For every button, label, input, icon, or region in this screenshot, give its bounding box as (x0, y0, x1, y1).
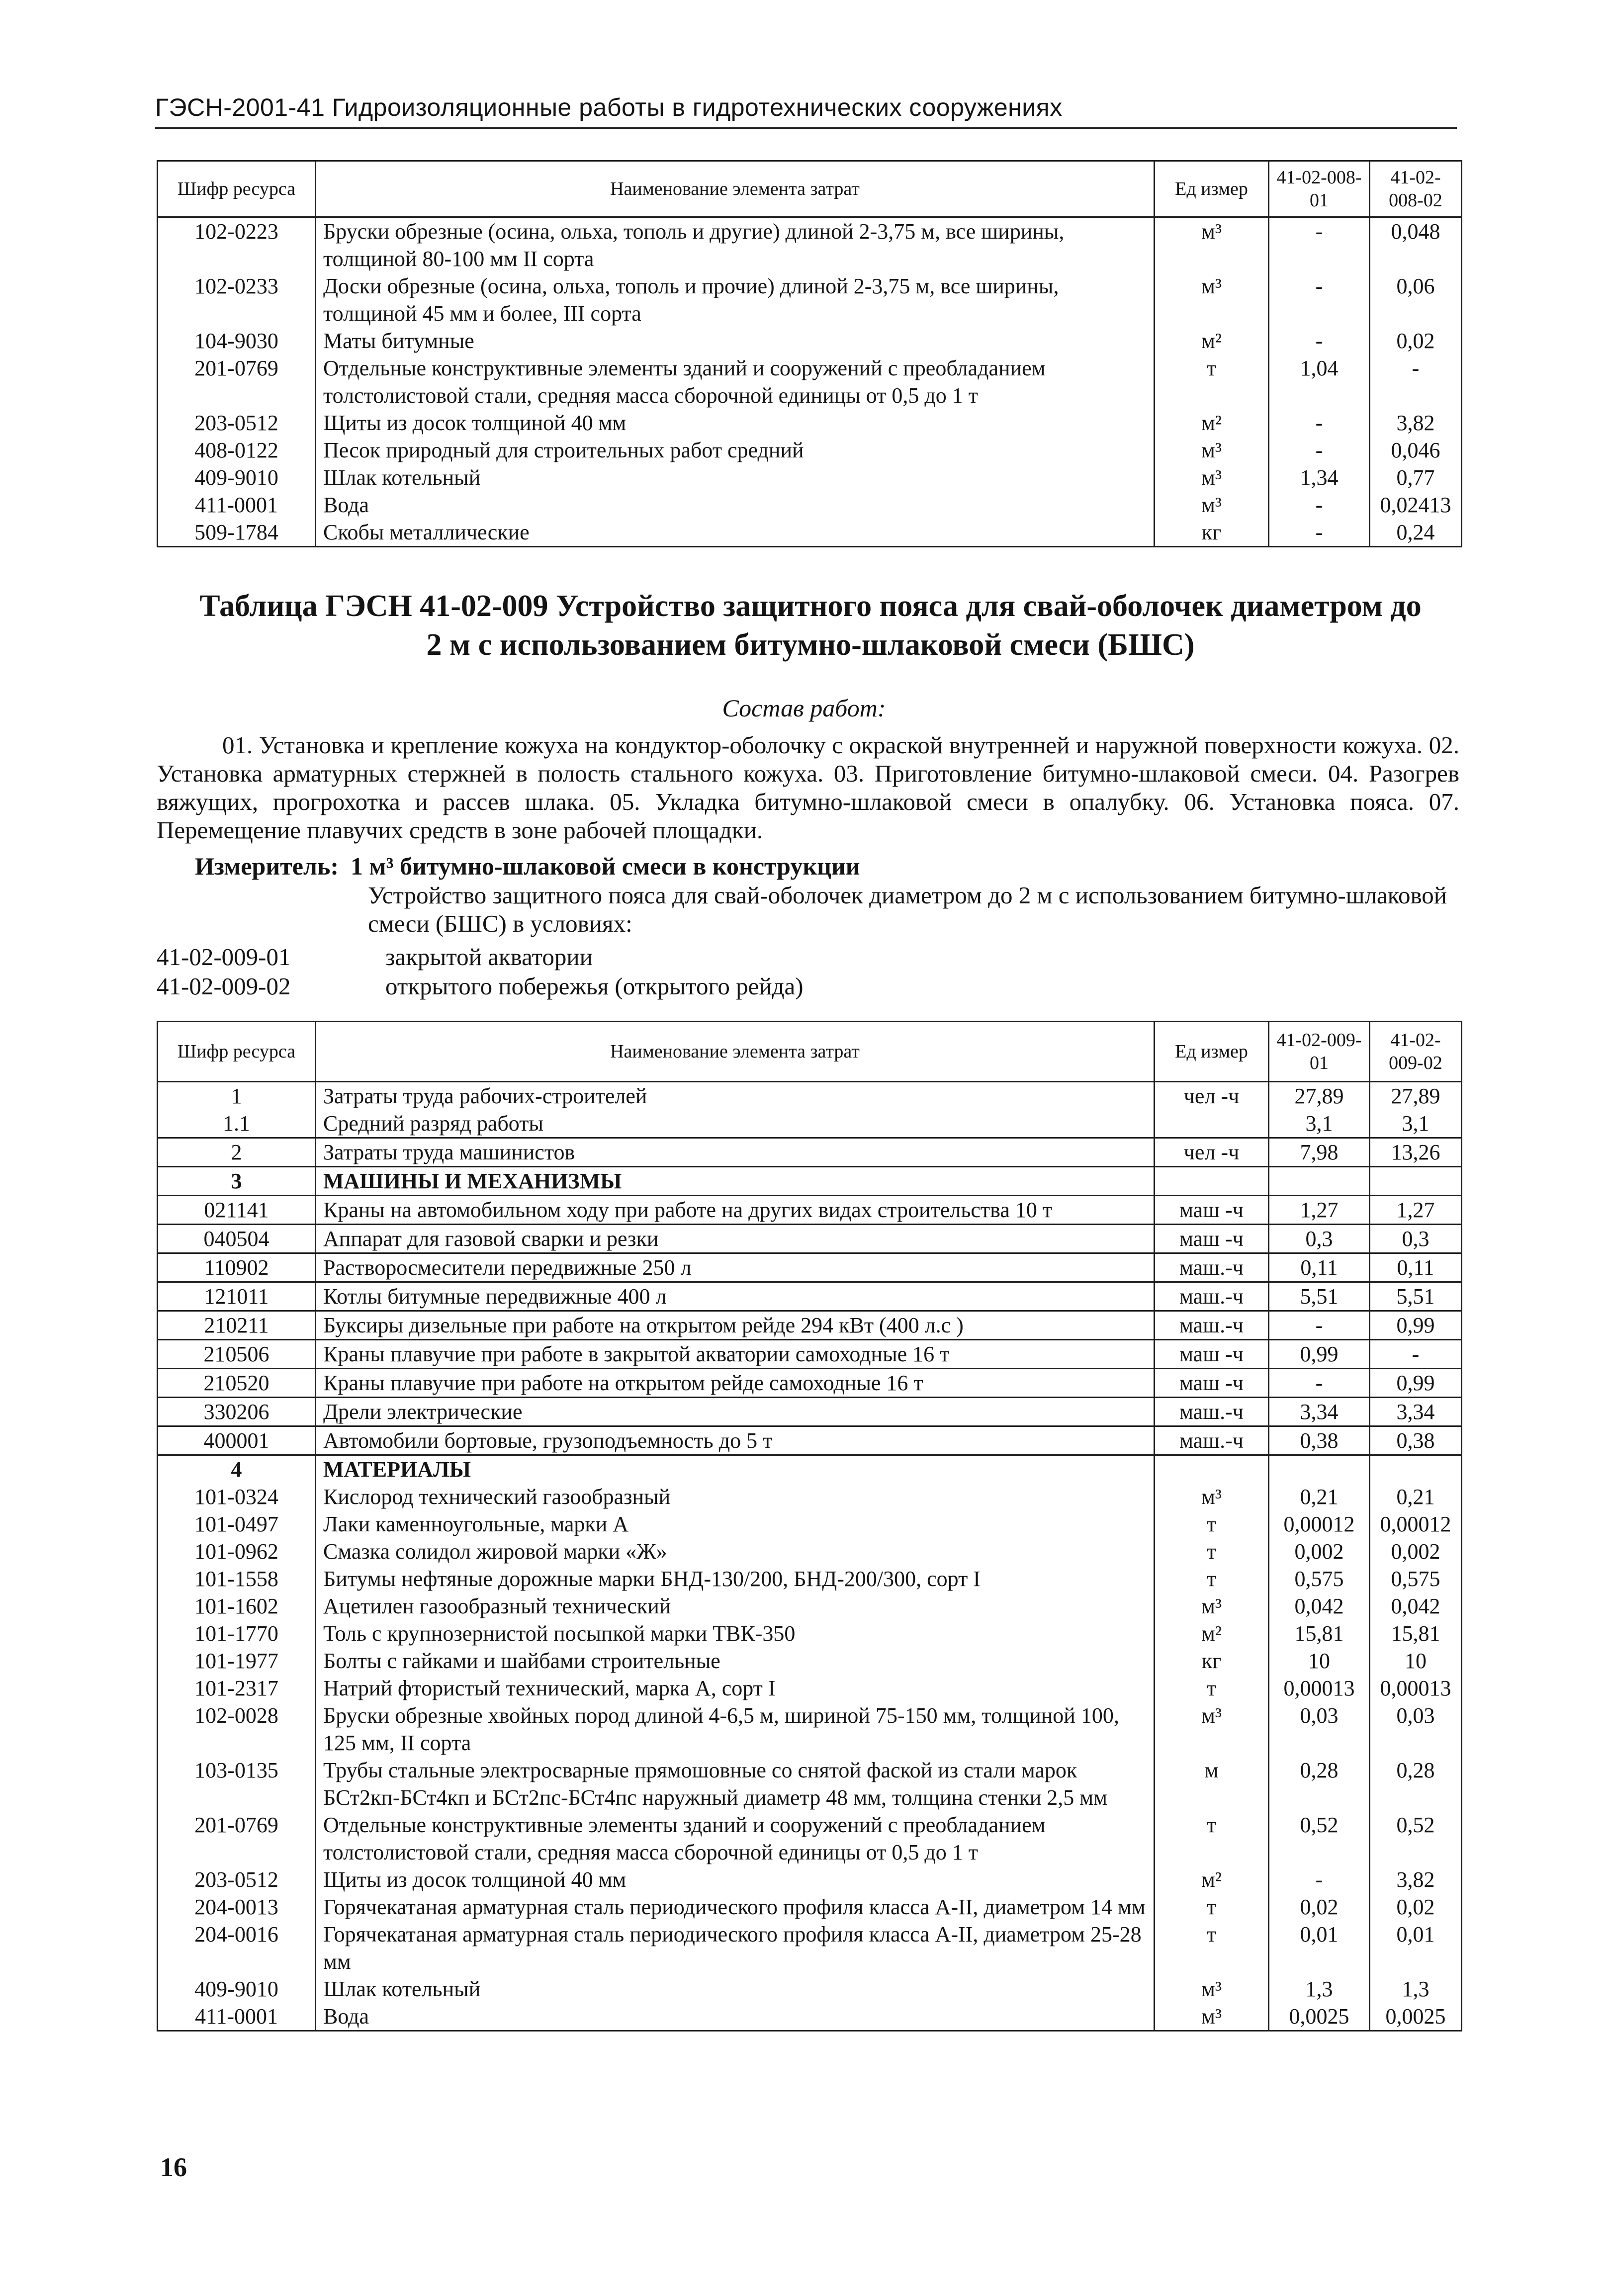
cell-unit: т (1155, 1565, 1269, 1592)
cell-value-2 (1370, 1455, 1462, 1484)
measure-line (195, 852, 860, 881)
cell-value-1: 0,52 (1269, 1811, 1370, 1866)
table-row (158, 1510, 1462, 1538)
cell-value-2: 0,28 (1370, 1757, 1462, 1811)
table-row (158, 1975, 1462, 2003)
cell-value-1: 0,28 (1269, 1757, 1370, 1811)
cell-name: Отдельные конструктивные элементы зданий и сооружений с преобладанием толстолистовой стали, средняя масса сборочной единицы от 0,5 до 1 т (316, 354, 1155, 409)
cell-code: 204-0013 (158, 1893, 316, 1921)
table-row (158, 1811, 1462, 1866)
cell-unit: м² (1155, 409, 1269, 437)
cell-value-1: - (1269, 1866, 1370, 1893)
cell-name: Маты битумные (316, 327, 1155, 354)
table-row (158, 327, 1462, 354)
variant-line (157, 943, 593, 971)
cell-unit: маш.-ч (1155, 1253, 1269, 1282)
column-header-variant-2: 41-02-009-02 (1370, 1022, 1462, 1082)
cell-code: 101-0324 (158, 1483, 316, 1510)
cell-value-2: 3,82 (1370, 1866, 1462, 1893)
cell-value-2: 0,99 (1370, 1369, 1462, 1398)
cell-value-2: 5,51 (1370, 1282, 1462, 1311)
cell-value-1: 0,21 (1269, 1483, 1370, 1510)
resource-table-41-02-008 (157, 160, 1462, 547)
cell-unit: м² (1155, 327, 1269, 354)
variant-line (157, 972, 804, 1000)
table-row (158, 1757, 1462, 1811)
cell-value-2: 0,046 (1370, 437, 1462, 464)
table-row (158, 272, 1462, 327)
cell-name: Бруски обрезные (осина, ольха, тополь и другие) длиной 2-3,75 м, все ширины, толщиной 80-100 мм II сорта (316, 217, 1155, 273)
cell-value-2: - (1370, 1340, 1462, 1369)
cell-value-1: 3,34 (1269, 1398, 1370, 1426)
cell-value-1: 0,00012 (1269, 1510, 1370, 1538)
cell-value-2: 3,34 (1370, 1398, 1462, 1426)
cell-value-2: 0,24 (1370, 519, 1462, 547)
cell-value-2: 0,02 (1370, 1893, 1462, 1921)
cell-code: 101-2317 (158, 1675, 316, 1702)
cell-code: 4 (158, 1455, 316, 1484)
cell-code: 203-0512 (158, 409, 316, 437)
cell-code: 101-1602 (158, 1592, 316, 1620)
cell-value-2: 0,77 (1370, 464, 1462, 491)
table-row (158, 437, 1462, 464)
cell-value-1: - (1269, 217, 1370, 273)
cell-name: Скобы металлические (316, 519, 1155, 547)
column-header-variant-1: 41-02-008-01 (1269, 161, 1370, 217)
cell-code: 3 (158, 1167, 316, 1196)
variant-code: 41-02-009-01 (157, 943, 291, 971)
cell-value-1: 1,27 (1269, 1196, 1370, 1225)
cell-code: 101-1558 (158, 1565, 316, 1592)
cell-value-2: 3,1 (1370, 1110, 1462, 1138)
cell-value-1: 0,38 (1269, 1426, 1370, 1455)
column-header-name: Наименование элемента затрат (316, 1022, 1155, 1082)
cell-code: 1.1 (158, 1110, 316, 1138)
cell-value-2: 0,042 (1370, 1592, 1462, 1620)
table-row (158, 1483, 1462, 1510)
cell-name: Трубы стальные электросварные прямошовные со снятой фаской из стали марок БСт2кп-БСт4кп и БСт2пс-БСт4пс наружный диаметр 48 мм, толщина стенки 2,5 мм (316, 1757, 1155, 1811)
cell-name: Натрий фтористый технический, марка А, сорт I (316, 1675, 1155, 1702)
cell-code: 201-0769 (158, 354, 316, 409)
column-header-unit: Ед измер (1155, 1022, 1269, 1082)
cell-value-1: - (1269, 519, 1370, 547)
resource-table-41-02-009 (157, 1021, 1462, 2031)
cell-code: 409-9010 (158, 1975, 316, 2003)
page-header: ГЭСН-2001-41 Гидроизоляционные работы в гидротехнических сооружениях (155, 92, 1457, 129)
cell-code: 110902 (158, 1253, 316, 1282)
cell-value-1: 0,01 (1269, 1921, 1370, 1975)
cell-unit: м² (1155, 1620, 1269, 1647)
cell-name: Буксиры дизельные при работе на открытом рейде 294 кВт (400 л.с ) (316, 1311, 1155, 1340)
table-row (158, 1082, 1462, 1110)
table-title (164, 587, 1457, 664)
cell-name: Краны плавучие при работе на открытом рейде самоходные 16 т (316, 1369, 1155, 1398)
cell-unit: т (1155, 354, 1269, 409)
cell-name: Затраты труда рабочих-строителей (316, 1082, 1155, 1110)
cell-value-1: 0,3 (1269, 1225, 1370, 1253)
cell-value-1: 0,042 (1269, 1592, 1370, 1620)
cell-name: Битумы нефтяные дорожные марки БНД-130/200, БНД-200/300, сорт I (316, 1565, 1155, 1592)
cell-value-1: 0,02 (1269, 1893, 1370, 1921)
cell-value-2: 15,81 (1370, 1620, 1462, 1647)
cell-name: Вода (316, 2003, 1155, 2031)
cell-unit: м³ (1155, 437, 1269, 464)
table-row (158, 1455, 1462, 1484)
cell-name: Средний разряд работы (316, 1110, 1155, 1138)
cell-value-2: 0,01 (1370, 1921, 1462, 1975)
cell-value-2: 0,002 (1370, 1538, 1462, 1565)
cell-unit: т (1155, 1921, 1269, 1975)
cell-code: 040504 (158, 1225, 316, 1253)
cell-code: 101-1977 (158, 1647, 316, 1675)
cell-unit: маш -ч (1155, 1340, 1269, 1369)
cell-value-1: 1,34 (1269, 464, 1370, 491)
cell-value-1: 27,89 (1269, 1082, 1370, 1110)
cell-value-1 (1269, 1455, 1370, 1484)
cell-code: 411-0001 (158, 2003, 316, 2031)
cell-code: 210506 (158, 1340, 316, 1369)
cell-name: Толь с крупнозернистой посыпкой марки ТВК-350 (316, 1620, 1155, 1647)
table-row (158, 1167, 1462, 1196)
page-number: 16 (160, 2152, 187, 2182)
cell-value-1: - (1269, 409, 1370, 437)
cell-value-2: 0,21 (1370, 1483, 1462, 1510)
cell-unit: т (1155, 1811, 1269, 1866)
works-caption: Состав работ: (722, 694, 886, 722)
cell-name: Вода (316, 491, 1155, 519)
cell-value-2: 13,26 (1370, 1138, 1462, 1167)
table-title-line-2: 2 м с использованием битумно-шлаковой смеси (БШС) (426, 628, 1195, 662)
cell-unit (1155, 1455, 1269, 1484)
cell-value-1: 0,03 (1269, 1702, 1370, 1757)
works-description: 01. Установка и крепление кожуха на кондуктор-оболочку с окраской внутренней и наружной поверхности кожуха. 02. Установка арматурных стержней в полость стального кожуха. 03. Приготовление битумно-шлаковой смеси. 04. Разогрев вяжущих, прогрохотка и рассев шлака. 05. Укладка битумно-шлаковой смеси в опалубку. 06. Установка пояса. 07. Перемещение плавучих средств в зоне рабочей площадки. (157, 731, 1459, 844)
cell-value-1: 0,11 (1269, 1253, 1370, 1282)
cell-value-2: 0,0025 (1370, 2003, 1462, 2031)
cell-unit: м³ (1155, 1975, 1269, 2003)
cell-unit: чел -ч (1155, 1082, 1269, 1110)
cell-value-2: 0,02413 (1370, 491, 1462, 519)
cell-value-1: - (1269, 1369, 1370, 1398)
cell-code: 101-0962 (158, 1538, 316, 1565)
table-row (158, 1225, 1462, 1253)
variant-text: закрытой акватории (385, 943, 593, 971)
cell-value-2: - (1370, 354, 1462, 409)
table-row (158, 1647, 1462, 1675)
cell-value-2: 0,00012 (1370, 1510, 1462, 1538)
cell-unit: м³ (1155, 2003, 1269, 2031)
cell-value-2: 1,3 (1370, 1975, 1462, 2003)
cell-unit: м³ (1155, 464, 1269, 491)
cell-code: 104-9030 (158, 327, 316, 354)
table-row (158, 1282, 1462, 1311)
cell-name: Песок природный для строительных работ средний (316, 437, 1155, 464)
cell-unit: маш.-ч (1155, 1426, 1269, 1455)
cell-code: 408-0122 (158, 437, 316, 464)
cell-value-1: 7,98 (1269, 1138, 1370, 1167)
table-row (158, 217, 1462, 273)
cell-unit: м² (1155, 1866, 1269, 1893)
cell-code: 411-0001 (158, 491, 316, 519)
table-row (158, 1110, 1462, 1138)
cell-name: Ацетилен газообразный технический (316, 1592, 1155, 1620)
cell-name: Котлы битумные передвижные 400 л (316, 1282, 1155, 1311)
cell-name: Автомобили бортовые, грузоподъемность до 5 т (316, 1426, 1155, 1455)
column-header-name: Наименование элемента затрат (316, 161, 1155, 217)
cell-code: 101-0497 (158, 1510, 316, 1538)
cell-code: 102-0223 (158, 217, 316, 273)
cell-unit (1155, 1110, 1269, 1138)
cell-value-1: 0,99 (1269, 1340, 1370, 1369)
table-row (158, 1538, 1462, 1565)
table-row (158, 1311, 1462, 1340)
cell-unit: маш -ч (1155, 1225, 1269, 1253)
table-row (158, 1369, 1462, 1398)
cell-value-2: 0,52 (1370, 1811, 1462, 1866)
cell-value-2: 0,06 (1370, 272, 1462, 327)
cell-name: Отдельные конструктивные элементы зданий и сооружений с преобладанием толстолистовой стали, средняя масса сборочной единицы от 0,5 до 1 т (316, 1811, 1155, 1866)
cell-unit: т (1155, 1675, 1269, 1702)
table-row (158, 409, 1462, 437)
cell-name: Аппарат для газовой сварки и резки (316, 1225, 1155, 1253)
table-row (158, 1426, 1462, 1455)
cell-name: Затраты труда машинистов (316, 1138, 1155, 1167)
cell-code: 409-9010 (158, 464, 316, 491)
cell-unit: м³ (1155, 272, 1269, 327)
cell-code: 121011 (158, 1282, 316, 1311)
table-row (158, 464, 1462, 491)
table-row (158, 1565, 1462, 1592)
table-row (158, 519, 1462, 547)
table-row (158, 1921, 1462, 1975)
cell-code: 103-0135 (158, 1757, 316, 1811)
cell-value-1: 5,51 (1269, 1282, 1370, 1311)
cell-code: 1 (158, 1082, 316, 1110)
cell-name: МАШИНЫ И МЕХАНИЗМЫ (316, 1167, 1155, 1196)
variant-text: открытого побережья (открытого рейда) (385, 972, 804, 1000)
cell-value-2: 0,02 (1370, 327, 1462, 354)
cell-value-2: 0,00013 (1370, 1675, 1462, 1702)
cell-code: 330206 (158, 1398, 316, 1426)
cell-value-2: 27,89 (1370, 1082, 1462, 1110)
column-header-variant-1: 41-02-009-01 (1269, 1022, 1370, 1082)
cell-code: 203-0512 (158, 1866, 316, 1893)
table-row (158, 1253, 1462, 1282)
cell-name: Бруски обрезные хвойных пород длиной 4-6,5 м, шириной 75-150 мм, толщиной 100, 125 мм, II сорта (316, 1702, 1155, 1757)
column-header-code: Шифр ресурса (158, 1022, 316, 1082)
cell-name: Болты с гайками и шайбами строительные (316, 1647, 1155, 1675)
cell-name: Кислород технический газообразный (316, 1483, 1155, 1510)
cell-name: Доски обрезные (осина, ольха, тополь и прочие) длиной 2-3,75 м, все ширины, толщиной 45 мм и более, III сорта (316, 272, 1155, 327)
column-header-unit: Ед измер (1155, 161, 1269, 217)
cell-value-1: 15,81 (1269, 1620, 1370, 1647)
cell-value-1: - (1269, 272, 1370, 327)
cell-name: Шлак котельный (316, 1975, 1155, 2003)
table-row (158, 1592, 1462, 1620)
cell-unit: кг (1155, 1647, 1269, 1675)
cell-value-2: 0,575 (1370, 1565, 1462, 1592)
cell-value-1: - (1269, 437, 1370, 464)
table-row (158, 1702, 1462, 1757)
cell-unit: м³ (1155, 1592, 1269, 1620)
cell-unit: маш.-ч (1155, 1398, 1269, 1426)
cell-code: 210211 (158, 1311, 316, 1340)
table-header-row (158, 161, 1462, 217)
cell-name: Горячекатаная арматурная сталь периодического профиля класса А-II, диаметром 25-28 мм (316, 1921, 1155, 1975)
variant-code: 41-02-009-02 (157, 972, 291, 1000)
table-row (158, 2003, 1462, 2031)
cell-value-2: 0,99 (1370, 1311, 1462, 1340)
cell-unit: м³ (1155, 1483, 1269, 1510)
measure-value: 1 м³ битумно-шлаковой смеси в конструкции (351, 852, 860, 880)
cell-unit: м³ (1155, 217, 1269, 273)
table-body (158, 217, 1462, 547)
cell-value-2: 0,3 (1370, 1225, 1462, 1253)
cell-code: 204-0016 (158, 1921, 316, 1975)
cell-code: 400001 (158, 1426, 316, 1455)
cell-code: 509-1784 (158, 519, 316, 547)
cell-name: МАТЕРИАЛЫ (316, 1455, 1155, 1484)
cell-value-2 (1370, 1167, 1462, 1196)
cell-name: Дрели электрические (316, 1398, 1155, 1426)
table-row (158, 1196, 1462, 1225)
cell-unit: кг (1155, 519, 1269, 547)
cell-value-1: 1,3 (1269, 1975, 1370, 2003)
cell-name: Горячекатаная арматурная сталь периодического профиля класса А-II, диаметром 14 мм (316, 1893, 1155, 1921)
cell-unit: чел -ч (1155, 1138, 1269, 1167)
cell-unit: маш -ч (1155, 1369, 1269, 1398)
cell-code: 2 (158, 1138, 316, 1167)
cell-unit: маш.-ч (1155, 1311, 1269, 1340)
cell-name: Краны плавучие при работе в закрытой акватории самоходные 16 т (316, 1340, 1155, 1369)
cell-code: 101-1770 (158, 1620, 316, 1647)
measure-label: Измеритель: (195, 852, 339, 880)
cell-unit: маш.-ч (1155, 1282, 1269, 1311)
table-row (158, 1866, 1462, 1893)
cell-code: 201-0769 (158, 1811, 316, 1866)
cell-value-2: 1,27 (1370, 1196, 1462, 1225)
cell-name: Щиты из досок толщиной 40 мм (316, 1866, 1155, 1893)
cell-unit: т (1155, 1893, 1269, 1921)
cell-unit: т (1155, 1538, 1269, 1565)
cell-value-2: 3,82 (1370, 409, 1462, 437)
cell-unit: м³ (1155, 491, 1269, 519)
table-row (158, 491, 1462, 519)
table-row (158, 1138, 1462, 1167)
cell-unit (1155, 1167, 1269, 1196)
cell-value-2: 0,03 (1370, 1702, 1462, 1757)
cell-code: 102-0233 (158, 272, 316, 327)
cell-name: Щиты из досок толщиной 40 мм (316, 409, 1155, 437)
column-header-code: Шифр ресурса (158, 161, 316, 217)
cell-value-2: 0,11 (1370, 1253, 1462, 1282)
table-row (158, 354, 1462, 409)
table-row (158, 1620, 1462, 1647)
table-title-line-1: Таблица ГЭСН 41-02-009 Устройство защитного пояса для свай-оболочек диаметром до (199, 589, 1422, 623)
table-body (158, 1082, 1462, 2031)
cell-value-2: 0,048 (1370, 217, 1462, 273)
table-row (158, 1675, 1462, 1702)
cell-code: 102-0028 (158, 1702, 316, 1757)
cell-name: Смазка солидол жировой марки «Ж» (316, 1538, 1155, 1565)
cell-value-1: 0,575 (1269, 1565, 1370, 1592)
conditions-description: Устройство защитного пояса для свай-оболочек диаметром до 2 м с использованием битумно-шлаковой смеси (БШС) в условиях: (368, 882, 1447, 937)
cell-value-1: 0,00013 (1269, 1675, 1370, 1702)
cell-value-2: 0,38 (1370, 1426, 1462, 1455)
table-row (158, 1340, 1462, 1369)
cell-value-1: 3,1 (1269, 1110, 1370, 1138)
cell-value-1: 1,04 (1269, 354, 1370, 409)
cell-code: 021141 (158, 1196, 316, 1225)
table-header-row (158, 1022, 1462, 1082)
cell-value-1: 0,002 (1269, 1538, 1370, 1565)
column-header-variant-2: 41-02-008-02 (1370, 161, 1462, 217)
cell-value-1 (1269, 1167, 1370, 1196)
cell-unit: маш -ч (1155, 1196, 1269, 1225)
cell-unit: т (1155, 1510, 1269, 1538)
cell-value-1: - (1269, 327, 1370, 354)
cell-value-1: 0,0025 (1269, 2003, 1370, 2031)
cell-name: Лаки каменноугольные, марки А (316, 1510, 1155, 1538)
cell-name: Шлак котельный (316, 464, 1155, 491)
cell-code: 210520 (158, 1369, 316, 1398)
cell-value-1: - (1269, 491, 1370, 519)
cell-value-1: - (1269, 1311, 1370, 1340)
table-row (158, 1398, 1462, 1426)
cell-unit: м³ (1155, 1702, 1269, 1757)
cell-name: Краны на автомобильном ходу при работе на других видах строительства 10 т (316, 1196, 1155, 1225)
cell-name: Растворосмесители передвижные 250 л (316, 1253, 1155, 1282)
cell-value-2: 10 (1370, 1647, 1462, 1675)
table-row (158, 1893, 1462, 1921)
cell-value-1: 10 (1269, 1647, 1370, 1675)
cell-unit: м (1155, 1757, 1269, 1811)
